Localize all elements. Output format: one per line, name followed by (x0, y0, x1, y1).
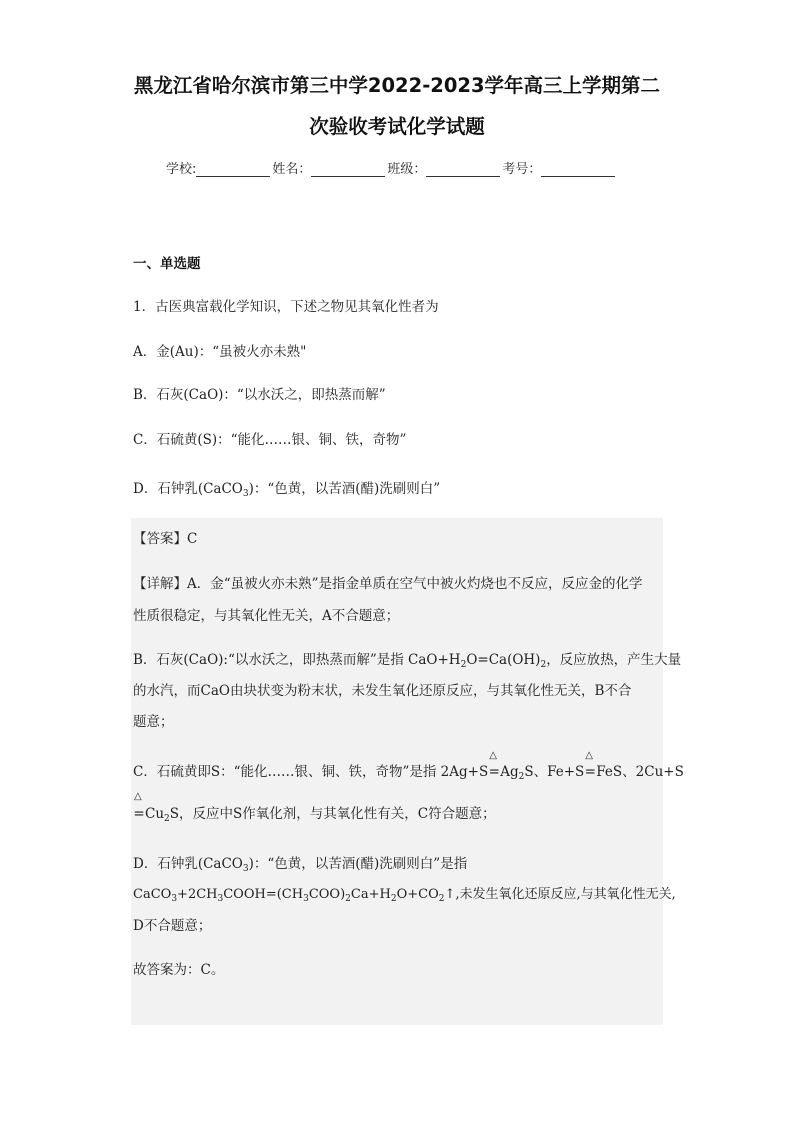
formula-text: COOH=(CH (223, 887, 304, 902)
detail-d-text: )：“色黄，以苦酒(醋)洗刷则白”是指 (248, 856, 468, 872)
detail-a-line-2: 性质很稳定，与其氧化性无关，A不合题意； (133, 608, 400, 624)
option-d-formula-subscript: 3 (242, 489, 249, 499)
name-blank[interactable] (311, 162, 385, 177)
detail-b-text: B．石灰(CaO):“以水沃之，即热蒸而解”是指 CaO+H (133, 652, 461, 668)
detail-c-text: Ag (500, 764, 519, 780)
equals-sign: = (133, 806, 145, 822)
detail-b-line-3: 题意； (133, 714, 174, 730)
detail-c-text: S，反应中S作氧化剂，与其氧化性有关，C符合题意； (169, 806, 496, 822)
option-b: B．石灰(CaO)：“以水沃之，即热蒸而解” (133, 387, 386, 403)
detail-b-line-2: 的水汽，而CaO由块状变为粉末状，未发生氧化还原反应，与其氧化性无关，B不合 (133, 683, 632, 699)
heating-equals-sign (584, 750, 596, 780)
formula-text: CaCO (133, 887, 172, 902)
detail-d-text: D．石钟乳(CaCO (133, 856, 243, 872)
subscript: 2 (540, 660, 547, 670)
delta-icon: △ (489, 750, 497, 761)
option-d-formula: CaCO (203, 481, 243, 497)
delta-icon: △ (134, 791, 142, 802)
heating-equals-sign (133, 791, 145, 822)
subscript: 3 (217, 894, 224, 904)
question-stem: 1．古医典富载化学知识，下述之物见其氧化性者为 (133, 299, 439, 315)
option-a: A．金(Au)：“虽被火亦未熟" (133, 344, 307, 360)
detail-c-line-1 (133, 750, 684, 782)
detail-b-line-1 (133, 648, 681, 670)
subscript: 2 (460, 660, 467, 670)
conclusion: 故答案为：C。 (133, 962, 225, 978)
detail-d-line-1 (133, 852, 467, 874)
formula-text: ↑,未发生氧化还原反应,与其氧化性无关, (444, 887, 676, 902)
section-heading: 一、单选题 (133, 256, 201, 272)
detail-d-line-2 (133, 883, 676, 904)
student-info-row (166, 158, 636, 180)
detail-c-line-2 (133, 791, 496, 824)
document-title-line-2: 次验收考试化学试题 (309, 115, 485, 138)
heating-equals-sign (488, 750, 500, 780)
formula-text: COO) (308, 887, 346, 902)
answer-label: 【答案】C (133, 531, 198, 547)
number-blank[interactable] (541, 162, 615, 177)
name-label: 姓名： (272, 162, 312, 177)
detail-c-text: FeS、2Cu+S (596, 764, 684, 780)
detail-c-text: S、Fe+S (524, 764, 585, 780)
subscript: 3 (303, 894, 309, 904)
formula-text: O+CO (396, 887, 439, 902)
equals-sign: = (584, 764, 596, 780)
class-blank[interactable] (426, 162, 500, 177)
detail-b-text: O=Ca(OH) (466, 652, 541, 668)
formula-text: +2CH (177, 887, 218, 902)
subscript: 2 (390, 894, 397, 904)
number-label: 考号： (502, 162, 542, 177)
subscript: 2 (164, 814, 170, 824)
detail-d-line-3: D不合题意； (133, 918, 212, 934)
detail-c-text: Cu (145, 806, 165, 822)
subscript: 2 (518, 772, 525, 782)
subscript: 3 (171, 894, 178, 904)
detail-b-text: ，反应放热，产生大量 (546, 652, 682, 668)
detail-c-text: C．石硫黄即S：“能化……银、铜、铁，奇物”是指 2Ag+S (133, 764, 489, 780)
subscript: 2 (345, 894, 351, 904)
option-c: C．石硫黄(S)：“能化……银、铜、铁，奇物” (133, 432, 407, 448)
school-label: 学校: (166, 162, 197, 177)
class-label: 班级： (387, 162, 427, 177)
option-d-prefix: D．石钟乳( (133, 481, 204, 497)
document-title-line-1: 黑龙江省哈尔滨市第三中学2022-2023学年高三上学期第二 (133, 74, 661, 97)
school-blank[interactable] (196, 162, 270, 177)
formula-text: Ca+H (350, 887, 391, 902)
delta-icon: △ (585, 750, 593, 761)
option-d (133, 477, 440, 499)
subscript: 3 (242, 864, 249, 874)
detail-a-line-1: 【详解】A．金“虽被火亦未熟”是指金单质在空气中被火灼烧也不反应，反应金的化学 (133, 576, 643, 592)
option-d-suffix: )：“色黄，以苦酒(醋)洗刷则白” (248, 481, 441, 497)
subscript: 2 (438, 894, 445, 904)
equals-sign: = (488, 764, 500, 780)
